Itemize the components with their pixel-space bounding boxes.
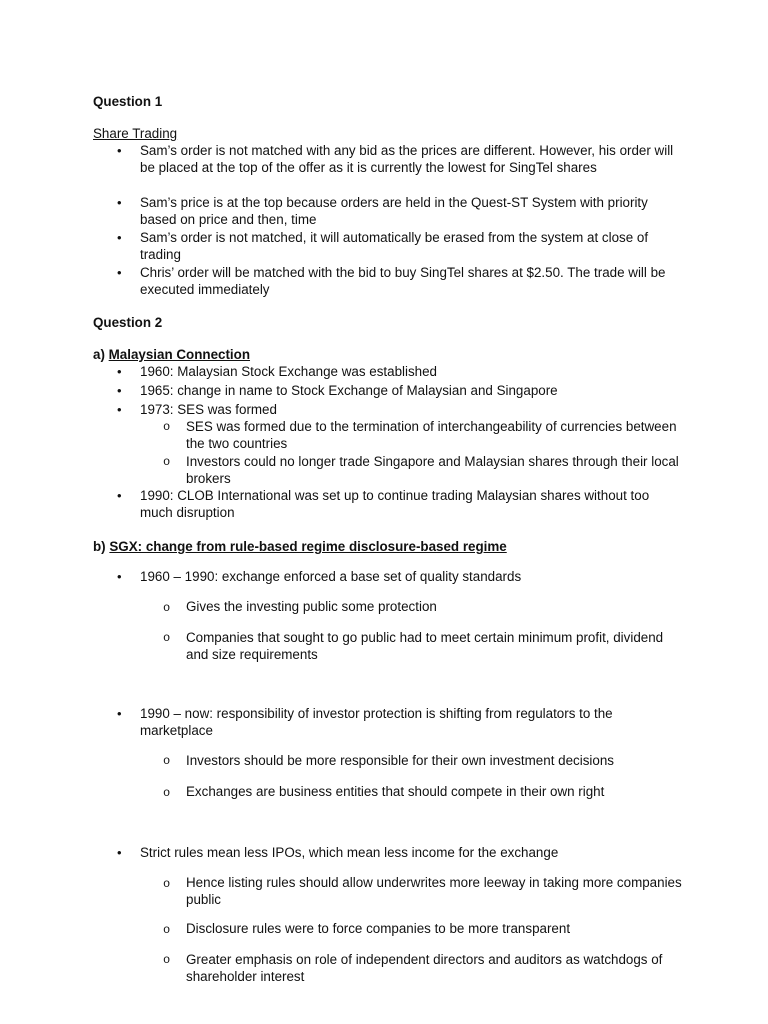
- part-a-prefix: a): [93, 347, 109, 362]
- bullet-icon: •: [117, 195, 122, 210]
- q1-bullet-4: Chris’ order will be matched with the bid to buy SingTel shares at $2.50. The trade will be executed immediately: [140, 265, 666, 298]
- question-2-heading: Question 2: [93, 315, 163, 330]
- q1-bullet-1: Sam’s order is not matched with any bid as the prices are different. However, his order will be placed at the top of the offer as it is currently the lowest for SingTel shares: [140, 143, 674, 176]
- part-b-heading: [93, 538, 507, 555]
- bullet-icon: •: [117, 569, 122, 584]
- part-b-group1-sub-1: Gives the investing public some protection: [186, 599, 437, 614]
- sub-bullet-icon: o: [163, 601, 171, 615]
- bullet-icon: •: [117, 364, 122, 379]
- bullet-icon: •: [117, 383, 122, 398]
- part-b-prefix: b): [93, 539, 110, 554]
- share-trading-subheading: Share Trading: [93, 126, 178, 141]
- part-a-sub-bullet-2: Investors could no longer trade Singapore and Malaysian shares through their local brokers: [186, 454, 679, 487]
- bullet-icon: •: [117, 230, 122, 245]
- sub-bullet-icon: o: [163, 923, 171, 937]
- part-b-bullet-1: 1960 – 1990: exchange enforced a base set of quality standards: [140, 569, 522, 584]
- part-a-bullet-4: 1990: CLOB International was set up to continue trading Malaysian shares without too much disruption: [140, 488, 650, 521]
- part-b-group2-sub-1: Investors should be more responsible for their own investment decisions: [186, 753, 614, 768]
- part-b-bullet-2: 1990 – now: responsibility of investor protection is shifting from regulators to the marketplace: [140, 706, 613, 739]
- part-a-sub-bullet-1: SES was formed due to the termination of interchangeability of currencies between the two countries: [186, 419, 677, 452]
- sub-bullet-icon: o: [163, 754, 171, 768]
- part-a-bullet-2: 1965: change in name to Stock Exchange of Malaysian and Singapore: [140, 383, 558, 398]
- sub-bullet-icon: o: [163, 953, 171, 967]
- part-a-bullet-3: 1973: SES was formed: [140, 402, 277, 417]
- bullet-icon: •: [117, 845, 122, 860]
- part-b-title: SGX: change from rule-based regime disclosure-based regime: [109, 539, 507, 554]
- sub-bullet-icon: o: [163, 877, 171, 891]
- sub-bullet-icon: o: [163, 786, 171, 800]
- part-b-group3-sub-1: Hence listing rules should allow underwrites more leeway in taking more companies public: [186, 875, 682, 908]
- sub-bullet-icon: o: [163, 455, 171, 469]
- part-b-bullet-3: Strict rules mean less IPOs, which mean less income for the exchange: [140, 845, 559, 860]
- part-a-title: Malaysian Connection: [108, 347, 251, 362]
- bullet-icon: •: [117, 265, 122, 280]
- part-b-group1-sub-2: Companies that sought to go public had to meet certain minimum profit, dividend and size requirements: [186, 630, 664, 663]
- bullet-icon: •: [117, 488, 122, 503]
- part-a-bullet-1: 1960: Malaysian Stock Exchange was established: [140, 364, 438, 379]
- part-b-group3-sub-3: Greater emphasis on role of independent directors and auditors as watchdogs of shareholder interest: [186, 952, 663, 985]
- sub-bullet-icon: o: [163, 631, 171, 645]
- question-1-heading: Question 1: [93, 94, 163, 109]
- part-b-group2-sub-2: Exchanges are business entities that should compete in their own right: [186, 784, 605, 799]
- q1-bullet-2: Sam’s price is at the top because orders are held in the Quest-ST System with priority based on price and then, time: [140, 195, 648, 228]
- part-a-heading: [93, 346, 250, 363]
- bullet-icon: •: [117, 402, 122, 417]
- q1-bullet-3: Sam’s order is not matched, it will automatically be erased from the system at close of trading: [140, 230, 649, 263]
- part-b-group3-sub-2: Disclosure rules were to force companies to be more transparent: [186, 921, 571, 936]
- sub-bullet-icon: o: [163, 420, 171, 434]
- bullet-icon: •: [117, 143, 122, 158]
- bullet-icon: •: [117, 706, 122, 721]
